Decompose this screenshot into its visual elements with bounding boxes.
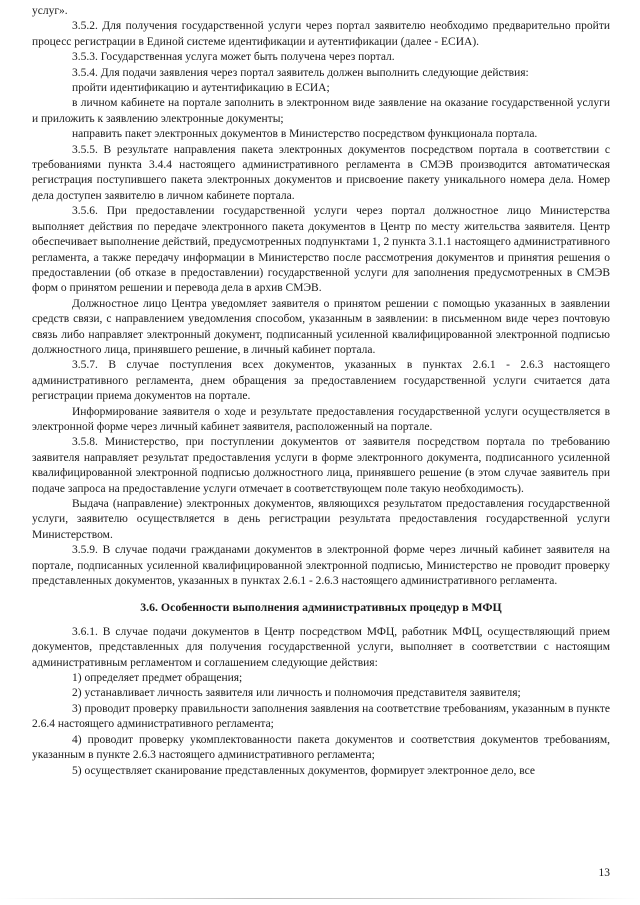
paragraph: Должностное лицо Центра уведомляет заявителя о принятом решении с помощью указанных в заявлении средств связи, с направлением уведомления способом, указанным в заявлении: в письменном виде через почтовую связь либо направляет электронный документ, подписанный усиленной квалифицированной электронной подписью должностного лица, принявшего решение, в личный кабинет портала. [32, 297, 610, 356]
paragraph: Выдача (направление) электронных документов, являющихся результатом предоставления государственной услуги, заявителю осуществляется в день регистрации результата предоставления государственной услуги Министерством. [32, 498, 610, 541]
list-item: 4) проводит проверку укомплектованности пакета документов и соответствия документов требованиям, указанным в пункте 2.6.3 настоящего административного регламента; [32, 733, 610, 762]
scan-edge-line [0, 898, 640, 899]
page-number: 13 [598, 867, 610, 879]
paragraph: 3.5.8. Министерство, при поступлении документов от заявителя посредством портала по требованию заявителя направляет результат предоставления услуги в форме электронного документа, подписанного усиленной квалифицированной электронной подписью должностного лица, принявшего решение (в этом случае заявитель при подаче запроса на предоставление услуги отмечает в соответствующем поле такую необходимость). [32, 436, 610, 495]
paragraph: 3.6.1. В случае подачи документов в Центр посредством МФЦ, работник МФЦ, осуществляющий прием документов, представленных для получения государственной услуги, выполняет в соответствии с настоящим административным регламентом и соглашением следующие действия: [32, 625, 610, 669]
paragraph: 3.5.5. В результате направления пакета электронных документов посредством портала в соответствии с требованиями пункта 3.4.4 настоящего административного регламента в СМЭВ производится автоматическая регистрация поступившего пакета электронных документов и присвоение пакету уникального номера дела. Номер дела доступен заявителю в личном кабинете портала. [32, 143, 610, 202]
paragraph: 3.5.9. В случае подачи гражданами документов в электронной форме через личный кабинет заявителя на портале, подписанных усиленной квалифицированной электронной подписью, Министерство не проводит проверку представленных документов, указанных в пунктах 2.6.1 - 2.6.3 настоящего административного регламента. [32, 544, 610, 588]
paragraph: 3.5.6. При предоставлении государственной услуги через портал должностное лицо Министерства выполняет действия по передаче электронного пакета документов в Центр по месту жительства заявителя. Центр обеспечивает выполнение действий, предусмотренных подпунктами 1, 2 пункта 3.1.1 настоящего административного регламента, а также передачу информации в Министерство после рассмотрения документов и принятия решения о предоставлении (об отказе в предоставлении) государственной услуги для заполнения предусмотренных в СМЭВ форм о принятом решении и перевода дела в архив СМЭВ. [32, 205, 610, 295]
paragraph: 3.5.7. В случае поступления всех документов, указанных в пунктах 2.6.1 - 2.6.3 настоящего административного регламента, днем обращения за предоставлением государственной услуги считается дата регистрации приема документов на портале. [32, 359, 610, 403]
paragraph: пройти идентификацию и аутентификацию в ЕСИА; [72, 82, 330, 95]
paragraph: 3.5.4. Для подачи заявления через портал заявитель должен выполнить следующие действия: [72, 66, 529, 79]
list-item: 1) определяет предмет обращения; [72, 672, 243, 685]
list-item: 5) осуществляет сканирование представленных документов, формирует электронное дело, все [72, 764, 535, 777]
paragraph: 3.5.3. Государственная услуга может быть получена через портал. [72, 51, 395, 64]
list-item: 2) устанавливает личность заявителя или личность и полномочия представителя заявителя; [72, 687, 521, 700]
document-body [32, 4, 610, 779]
paragraph: Информирование заявителя о ходе и результате предоставления государственной услуги осуществляется в электронной форме через личный кабинет заявителя, расположенный на портале. [32, 405, 610, 433]
paragraph: 3.5.2. Для получения государственной услуги через портал заявителю необходимо предварительно пройти процесс регистрации в Единой системе идентификации и аутентификации (далее - ЕСИА). [32, 20, 610, 48]
paragraph: в личном кабинете на портале заполнить в электронном виде заявление на оказание государственной услуги и приложить к заявлению электронные документы; [32, 97, 610, 125]
paragraph: услуг». [32, 5, 68, 17]
paragraph: направить пакет электронных документов в Министерство посредством функционала портала. [72, 128, 538, 141]
list-item: 3) проводит проверку правильности заполнения заявления на соответствие требованиям, указанным в пункте 2.6.4 настоящего административного регламента; [32, 702, 610, 731]
section-heading: 3.6. Особенности выполнения административных процедур в МФЦ [140, 600, 502, 615]
